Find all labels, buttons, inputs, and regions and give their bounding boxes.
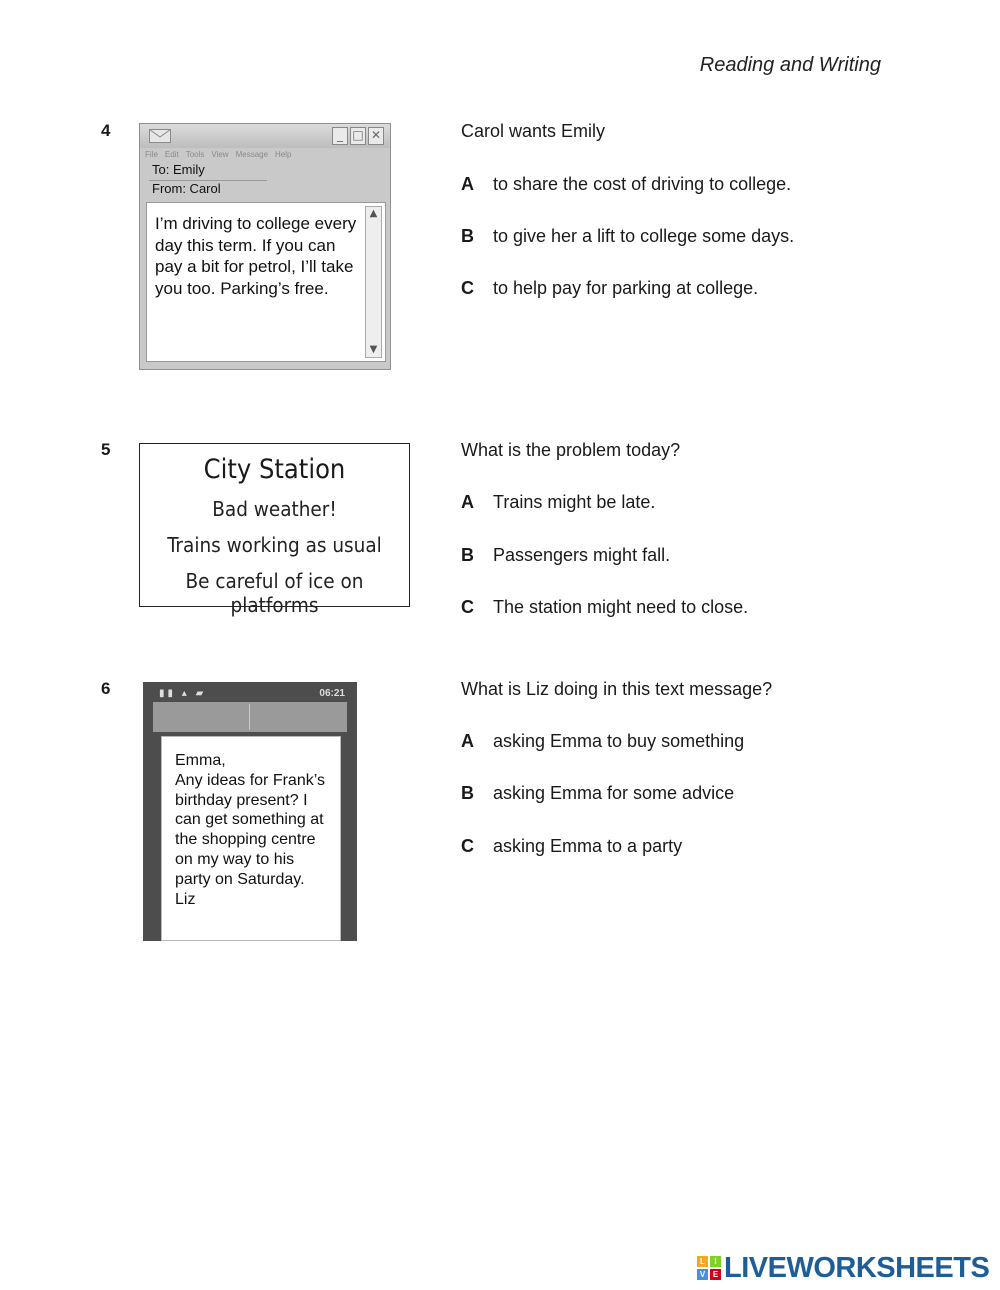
question-number: 4 — [101, 121, 111, 140]
message-line: Emma, — [175, 752, 226, 769]
notice-line: Bad weather! — [212, 497, 337, 521]
option-a — [461, 174, 791, 195]
menu-item: Message — [235, 150, 269, 159]
maximize-icon: □ — [350, 127, 366, 145]
phone — [143, 682, 357, 941]
email-from: From: Carol — [152, 181, 221, 196]
question-prompt: What is the problem today? — [461, 440, 681, 460]
message-line: Liz — [175, 890, 196, 908]
menu-item: Tools — [185, 150, 205, 159]
option-letter: B — [461, 545, 474, 565]
close-icon: ✕ — [368, 127, 384, 145]
option-a — [461, 492, 655, 513]
option-c — [461, 597, 748, 618]
option-text: asking Emma to buy something — [493, 731, 745, 751]
logo-icon — [697, 1256, 721, 1280]
notice-line: Trains working as usual — [167, 533, 382, 557]
option-c — [461, 836, 682, 857]
option-letter: C — [461, 836, 474, 856]
chevron-up-icon: ▲ — [369, 208, 378, 219]
email-menubar — [145, 150, 292, 159]
phone-screen — [161, 736, 341, 941]
option-text: to help pay for parking at college. — [493, 278, 759, 298]
option-text: The station might need to close. — [493, 597, 749, 617]
email-to: To: Emily — [152, 162, 205, 177]
logo-block: V — [697, 1269, 708, 1280]
option-b — [461, 226, 794, 247]
text-message — [175, 751, 335, 909]
option-letter: A — [461, 174, 474, 194]
menu-item: Edit — [164, 150, 179, 159]
chevron-down-icon: ▼ — [369, 344, 378, 355]
phone-topbar — [153, 702, 347, 732]
option-letter: C — [461, 597, 474, 617]
question-prompt: Carol wants Emily — [461, 121, 606, 141]
question-prompt: What is Liz doing in this text message? — [461, 679, 773, 699]
notice-line: Be careful of ice on platforms — [185, 569, 364, 617]
logo-text: LIVEWORKSHEETS — [724, 1251, 990, 1284]
option-letter: A — [461, 731, 474, 751]
menu-item: File — [145, 150, 158, 159]
option-c — [461, 278, 758, 299]
signal-icon: ▮▮ ▴ ▰ — [159, 688, 207, 699]
station-notice — [139, 443, 410, 617]
logo-block: L — [697, 1256, 708, 1267]
question-number: 6 — [101, 679, 111, 698]
message-line: on my way to his — [175, 850, 295, 868]
notice-title: City Station — [203, 454, 346, 485]
phone-status-bar — [153, 688, 347, 702]
message-line: the shopping centre — [175, 831, 316, 849]
email-titlebar — [140, 124, 390, 148]
email-body — [146, 202, 386, 362]
option-a — [461, 731, 744, 752]
option-text: asking Emma to a party — [493, 836, 683, 856]
menu-item: View — [211, 150, 229, 159]
option-text: to share the cost of driving to college. — [493, 174, 792, 194]
envelope-icon — [149, 129, 171, 143]
logo-block: E — [710, 1269, 721, 1280]
logo-block: I — [710, 1256, 721, 1267]
option-text: Passengers might fall. — [493, 545, 671, 565]
option-text: Trains might be late. — [493, 492, 656, 512]
email-window — [139, 123, 391, 370]
message-line: can get something at — [175, 811, 324, 829]
message-line: birthday present? I — [175, 791, 308, 809]
option-text: asking Emma for some advice — [493, 783, 735, 803]
option-letter: B — [461, 226, 474, 246]
liveworksheets-logo[interactable] — [697, 1253, 989, 1283]
message-line: party on Saturday. — [175, 870, 305, 888]
page-header-title: Reading and Writing — [699, 54, 881, 76]
scrollbar — [365, 206, 382, 358]
email-message: I’m driving to college every day this term. If you can pay a bit for petrol, I’ll take you too. Parking’s free. — [155, 214, 357, 298]
question-number: 5 — [101, 440, 111, 459]
message-line: Any ideas for Frank’s — [175, 771, 325, 789]
menu-item: Help — [275, 150, 292, 159]
option-b — [461, 545, 670, 566]
option-letter: A — [461, 492, 474, 512]
phone-clock: 06:21 — [319, 688, 345, 699]
option-letter: B — [461, 783, 474, 803]
minimize-icon: _ — [332, 127, 348, 145]
option-letter: C — [461, 278, 474, 298]
option-b — [461, 783, 734, 804]
option-text: to give her a lift to college some days. — [493, 226, 795, 246]
